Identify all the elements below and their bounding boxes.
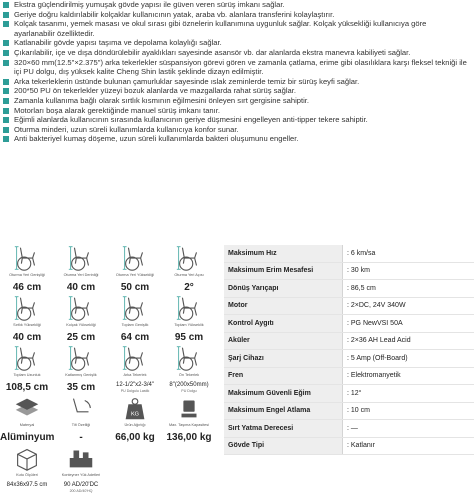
dimension-value: 50 cm: [108, 282, 162, 293]
feature-text: Eğimli alanlarda kullanıcının sırasında kullanıcının geriye düşmesini engelleyen anti-tipper tekere sahiptir.: [14, 115, 474, 125]
dimension-caption: Ürün Ağırlığı: [108, 423, 162, 432]
dimension-value: 136,00 kg: [162, 432, 216, 443]
spec-label: Kontrol Aygıtı: [224, 315, 343, 333]
spec-row: [224, 420, 474, 438]
feature-item: [0, 77, 474, 87]
dimension-caption: Materyal: [0, 423, 54, 432]
dimension-caption: Oturma Yeri Derinliği: [54, 273, 108, 282]
armrest-height-icon: [54, 293, 108, 323]
feature-item: [0, 134, 474, 144]
bullet-square-icon: [3, 136, 9, 142]
dimension-caption: Katlanmış Genişlik: [54, 373, 108, 382]
dimension-value: 8"(200x50mm): [162, 382, 216, 389]
spec-value: : Elektromanyetik: [343, 367, 474, 385]
dimension-cell: [108, 443, 162, 493]
feature-item: [0, 125, 474, 135]
dimension-caption: Ön Tekerlek: [162, 373, 216, 382]
total-height-icon: [162, 293, 216, 323]
bullet-square-icon: [3, 127, 9, 133]
spec-label: Şarj Cihazı: [224, 350, 343, 368]
spec-row: [224, 262, 474, 280]
feature-item: [0, 96, 474, 106]
spec-label: Aküler: [224, 332, 343, 350]
dimension-value: 40 cm: [0, 332, 54, 343]
dimension-row: [0, 393, 216, 443]
dimension-value: 46 cm: [0, 282, 54, 293]
spec-row: [224, 350, 474, 368]
folded-width-icon: [54, 343, 108, 373]
bullet-square-icon: [3, 79, 9, 85]
total-length-icon: [0, 343, 54, 373]
feature-item: [0, 0, 474, 10]
dimension-caption: Konteyner Yük Adetleri: [54, 473, 108, 482]
spec-value: : 86,5 cm: [343, 280, 474, 298]
dimension-subtext: 200 AD/40'HQ: [54, 489, 108, 493]
spec-row: [224, 402, 474, 420]
dimension-cell: [108, 393, 162, 443]
dimension-cell: [54, 343, 108, 393]
capacity-icon: [162, 393, 216, 423]
dimension-cell: [162, 293, 216, 343]
spec-value: : 5 Amp (Off-Board): [343, 350, 474, 368]
spec-table: [224, 245, 474, 455]
feature-item: [0, 106, 474, 116]
dimension-cell: [54, 443, 108, 493]
dimension-value: 12-1/2"x2-3/4": [108, 382, 162, 389]
spec-row: [224, 332, 474, 350]
dimension-subtext: PU Dolgu: [162, 389, 216, 393]
feature-item: [0, 86, 474, 96]
bullet-square-icon: [3, 50, 9, 56]
dimension-value: 40 cm: [54, 282, 108, 293]
dimension-value: 90 AD/20'DC: [54, 482, 108, 489]
dimension-cell: [0, 393, 54, 443]
dimension-cell: [162, 393, 216, 443]
spec-row: [224, 367, 474, 385]
dimension-value: Alüminyum: [0, 432, 54, 443]
bullet-square-icon: [3, 21, 9, 27]
dimension-value: 66,00 kg: [108, 432, 162, 443]
spec-label: Sırt Yatma Derecesi: [224, 420, 343, 438]
dimension-caption: Oturma Yeri Açısı: [162, 273, 216, 282]
bullet-square-icon: [3, 40, 9, 46]
spec-label: Maksimum Güvenli Eğim: [224, 385, 343, 403]
backrest-height-icon: [0, 293, 54, 323]
dimension-value: 108,5 cm: [0, 382, 54, 393]
total-width-icon: [108, 293, 162, 323]
weight-icon: [108, 393, 162, 423]
dimension-caption: Max. Taşıma Kapasitesi: [162, 423, 216, 432]
dimension-cell: [0, 243, 54, 293]
seat-depth-icon: [54, 243, 108, 273]
dimension-caption: Oturma Yeri Yüksekliği: [108, 273, 162, 282]
dimension-caption: Tilt Özelliği: [54, 423, 108, 432]
feature-item: [0, 48, 474, 58]
feature-text: Katlanabilir gövde yapısı taşıma ve depolama kolaylığı sağlar.: [14, 38, 474, 48]
dimension-cell: [54, 293, 108, 343]
bullet-square-icon: [3, 2, 9, 8]
front-wheel-icon: [162, 343, 216, 373]
dimension-caption: Toplam Yükseklik: [162, 323, 216, 332]
tilt-icon: [54, 393, 108, 423]
dimension-caption: Sırtlık Yüksekliği: [0, 323, 54, 332]
dimension-subtext: PU Dolgulu Lastik: [108, 389, 162, 393]
bullet-square-icon: [3, 12, 9, 18]
dimension-cell: [0, 293, 54, 343]
dimension-value: 64 cm: [108, 332, 162, 343]
dimension-cell: [162, 343, 216, 393]
dimension-caption: Oturma Yeri Genişliği: [0, 273, 54, 282]
box-size-icon: [0, 443, 54, 473]
dimension-grid: [0, 243, 216, 493]
dimension-value: 35 cm: [54, 382, 108, 393]
spec-row: [224, 297, 474, 315]
feature-item: [0, 115, 474, 125]
dimension-value: 84x36x97.5 cm: [0, 482, 54, 489]
spec-value: : 30 km: [343, 262, 474, 280]
spec-value: : PG NewVSI 50A: [343, 315, 474, 333]
feature-text: Geriye doğru kaldırılabilir kolçaklar kullanıcının yatak, araba vb. alanlara transferini kolaylaştırır.: [14, 10, 474, 20]
bullet-square-icon: [3, 98, 9, 104]
spec-label: Motor: [224, 297, 343, 315]
dimension-value: 2°: [162, 282, 216, 293]
dimension-value: -: [54, 432, 108, 443]
feature-text: Çıkarılabilir, içe ve dışa döndürülebilir ayaklıkları sayesinde asansör vb. dar alanlarda ekstra manevra kabiliyeti sağlar.: [14, 48, 474, 58]
feature-text: Anti bakteriyel kumaş döşeme, uzun süreli kullanımlarda bakteri oluşumunu engeller.: [14, 134, 474, 144]
feature-item: [0, 38, 474, 48]
spec-value: : 12°: [343, 385, 474, 403]
spec-row: [224, 385, 474, 403]
spec-value: : 2×36 AH Lead Acid: [343, 332, 474, 350]
feature-list: [0, 0, 474, 144]
dimension-caption: Kutu Ölçüleri: [0, 473, 54, 482]
spec-row: [224, 315, 474, 333]
dimension-row: [0, 343, 216, 393]
feature-text: Zamanla kullanıma bağlı olarak sırtlık kısmının eğilmesini önleyen sırt gergisine sahiptir.: [14, 96, 474, 106]
dimension-row: [0, 293, 216, 343]
feature-text: Motorları boşa alarak gerektiğinde manuel sürüş imkanı tanır.: [14, 106, 474, 116]
spec-value: : 10 cm: [343, 402, 474, 420]
feature-text: Ekstra güçlendirilmiş yumuşak gövde yapısı ile güven veren sürüş imkanı sağlar.: [14, 0, 474, 10]
feature-item: [0, 58, 474, 77]
spec-label: Fren: [224, 367, 343, 385]
dimension-cell: [0, 443, 54, 493]
spec-value: : Katlanır: [343, 437, 474, 455]
spec-row: [224, 280, 474, 298]
dimension-row: [0, 243, 216, 293]
dimension-value: 25 cm: [54, 332, 108, 343]
spec-row: [224, 245, 474, 262]
dimension-value: 95 cm: [162, 332, 216, 343]
bullet-square-icon: [3, 60, 9, 66]
dimension-caption: Arka Tekerlek: [108, 373, 162, 382]
dimension-cell: [108, 293, 162, 343]
spec-label: Gövde Tipi: [224, 437, 343, 455]
spec-label: Maksimum Erim Mesafesi: [224, 262, 343, 280]
dimension-cell: [0, 343, 54, 393]
rear-wheel-icon: [108, 343, 162, 373]
bullet-square-icon: [3, 88, 9, 94]
feature-item: [0, 19, 474, 38]
dimension-caption: Kolçak Yüksekliği: [54, 323, 108, 332]
feature-text: Oturma minderi, uzun süreli kullanımlarda kullanıcıya konfor sunar.: [14, 125, 474, 135]
dimension-row: [0, 443, 216, 493]
spec-value: : 2×DC, 24V 340W: [343, 297, 474, 315]
spec-label: Maksimum Engel Atlama: [224, 402, 343, 420]
feature-text: 320×60 mm(12.5"×2.375") arka tekerlekler süspansiyon görevi gören ve zamanla çatlama, erime gibi olasılıklara karşı fleksel tekniği ile içi PU dolgu, dış yüksek kalite Cheng Shin lastik şeklinde dizayn edilmiştir.: [14, 58, 474, 77]
spec-label: Maksimum Hız: [224, 245, 343, 262]
spec-value: : 6 km/sa: [343, 245, 474, 262]
bullet-square-icon: [3, 108, 9, 114]
dimension-cell: [162, 443, 216, 493]
svg-text:KG: KG: [131, 412, 139, 418]
feature-text: Kolçak tasarımı, yemek masası ve okul sırası gibi öznelerin kullanımına uygunluk sağlar. Kolçak yüksekliği kullanıcıya göre ayarlanabilir özelliktedir.: [14, 19, 474, 38]
bullet-square-icon: [3, 117, 9, 123]
dimension-caption: Toplam Genişlik: [108, 323, 162, 332]
dimension-caption: Toplam Uzunluk: [0, 373, 54, 382]
seat-angle-icon: [162, 243, 216, 273]
feature-text: 200*50 PU ön tekerlekler yüzeyi bozuk alanlarda ve mazgallarda rahat sürüş sağlar.: [14, 86, 474, 96]
spec-row: [224, 437, 474, 455]
dimension-cell: [54, 243, 108, 293]
feature-text: Arka tekerleklerin üstünde bulunan çamurluklar sayesinde ıslak zeminlerde temiz bir sürüş keyfi sağlar.: [14, 77, 474, 87]
spec-value: : —: [343, 420, 474, 438]
feature-item: [0, 10, 474, 20]
dimension-cell: [108, 343, 162, 393]
seat-height-icon: [108, 243, 162, 273]
dimension-cell: [54, 393, 108, 443]
dimension-cell: [162, 243, 216, 293]
container-icon: [54, 443, 108, 473]
spec-label: Dönüş Yarıçapı: [224, 280, 343, 298]
seat-width-icon: [0, 243, 54, 273]
material-icon: [0, 393, 54, 423]
dimension-cell: [108, 243, 162, 293]
